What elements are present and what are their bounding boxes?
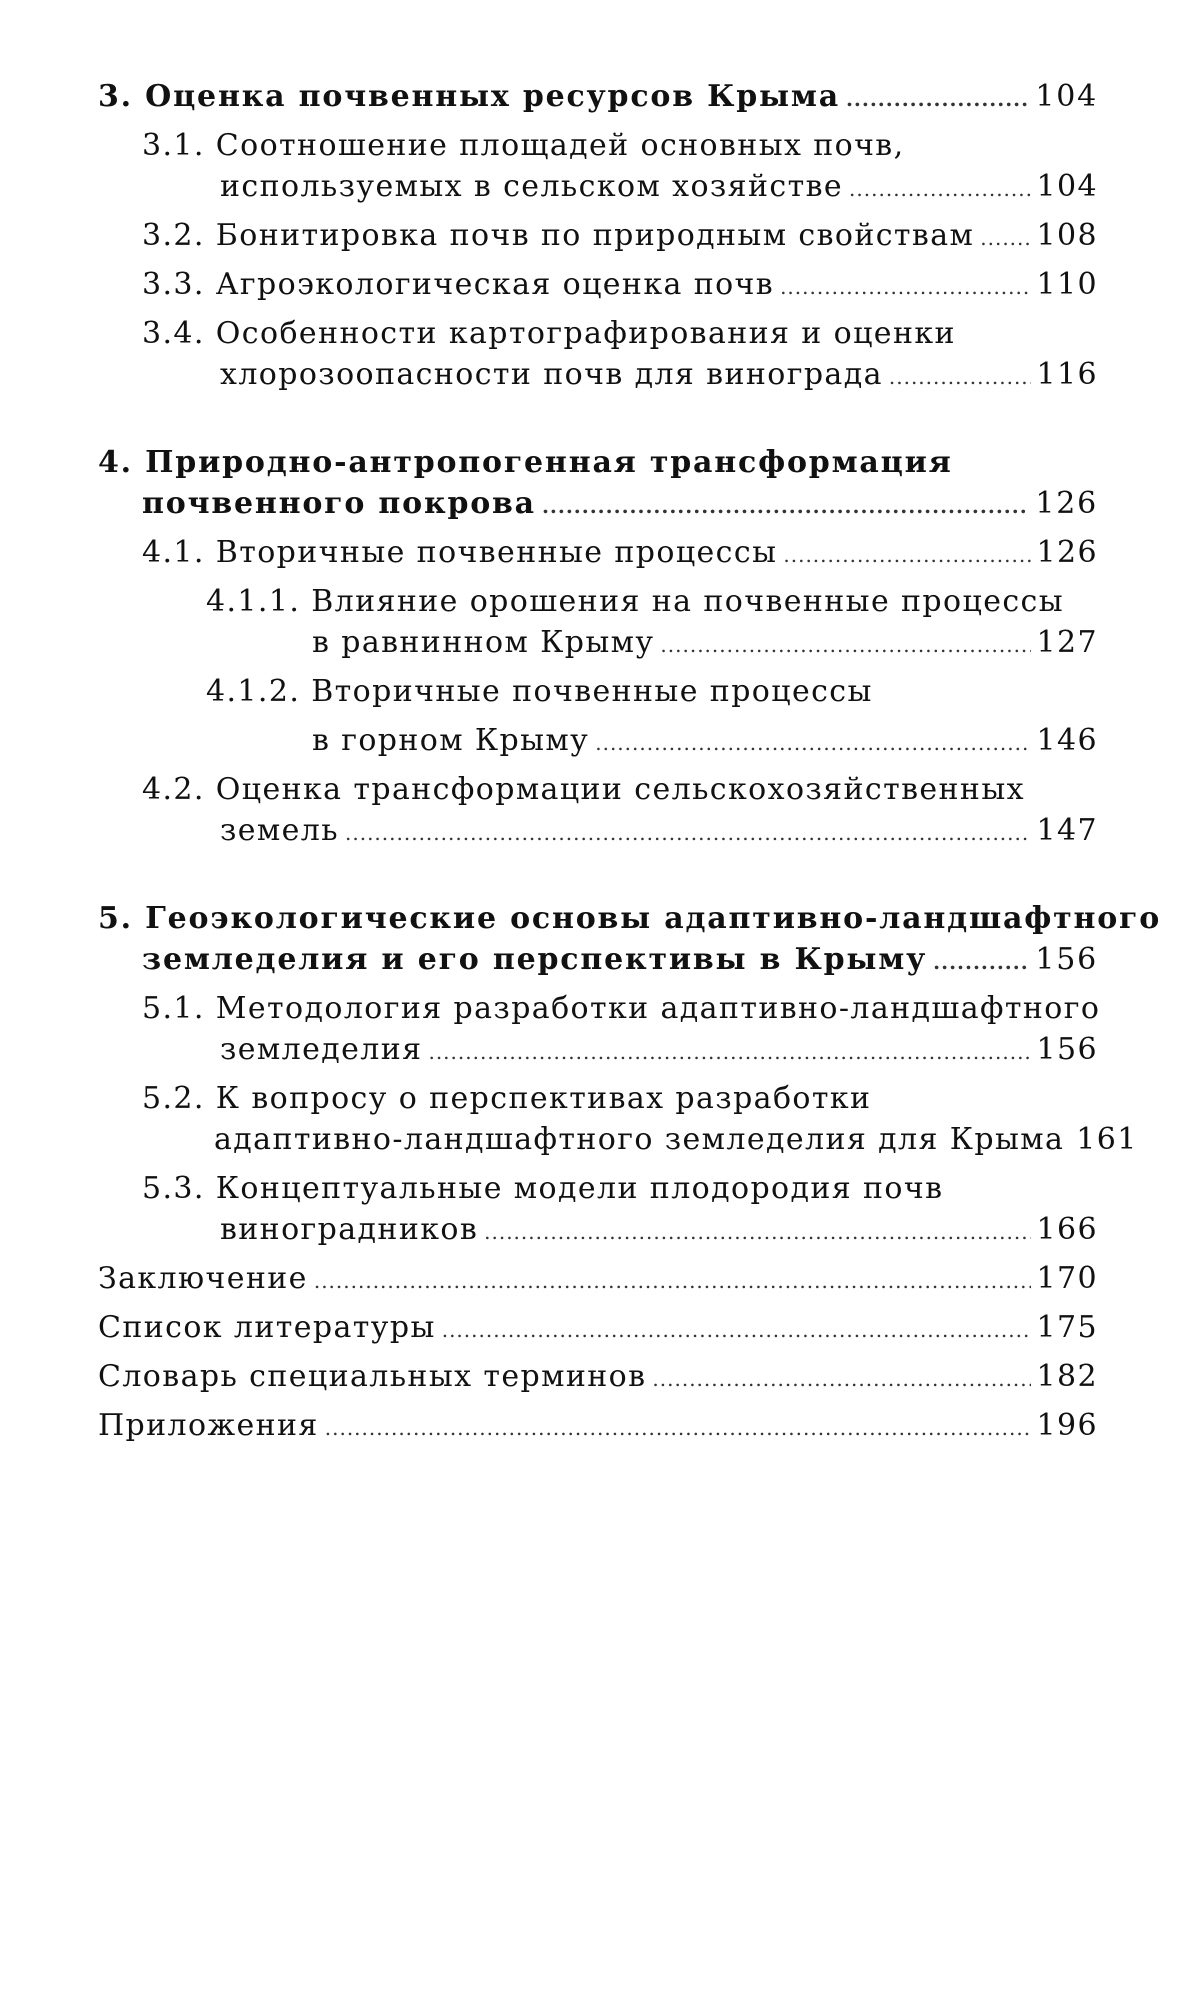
dot-leader <box>542 486 1029 527</box>
page-number: 108 <box>1036 218 1098 253</box>
toc-back-conclusion <box>98 1258 1098 1299</box>
dot-leader <box>595 723 1030 764</box>
toc-entry-3-3 <box>98 264 1098 305</box>
dot-leader <box>980 218 1030 259</box>
toc-entry-5-1 <box>98 988 1101 1029</box>
toc-entry-title: 4.1. Вторичные почвенные процессы <box>142 535 778 570</box>
page-number: 110 <box>1036 267 1098 302</box>
dot-leader <box>846 79 1029 120</box>
toc-entry-title: 3.2. Бонитировка почв по природным свойствам <box>142 218 975 253</box>
toc-entry-title: 4.1.1. Влияние орошения на почвенные процессы <box>206 584 1065 619</box>
page-number: 146 <box>1036 723 1098 758</box>
toc-entry-title-cont: используемых в сельском хозяйстве <box>220 169 844 204</box>
toc-entry-title: Заключение <box>98 1261 308 1296</box>
toc-chapter-3 <box>98 76 1098 117</box>
toc-entry-4-1-2 <box>98 671 1098 712</box>
toc-entry-title: Приложения <box>98 1408 319 1443</box>
toc-entry-title: Словарь специальных терминов <box>98 1359 647 1394</box>
page-number: 182 <box>1036 1359 1098 1394</box>
dot-leader <box>660 625 1030 666</box>
toc-entry-4-1-2-cont <box>98 720 1098 761</box>
toc-chapter-title: 3. Оценка почвенных ресурсов Крыма <box>98 79 840 114</box>
toc-entry-title-cont: земель <box>220 813 339 848</box>
toc-entry-3-4-cont <box>98 354 1098 395</box>
toc-entry-5-1-cont <box>98 1029 1098 1070</box>
toc-chapter-title-cont: земледелия и его перспективы в Крыму <box>142 942 928 977</box>
page-number: 147 <box>1036 813 1098 848</box>
toc-chapter-5 <box>98 898 1162 939</box>
toc-entry-5-2-cont <box>98 1119 1138 1160</box>
page-number: 126 <box>1035 486 1098 521</box>
toc-back-glossary <box>98 1356 1098 1397</box>
page-number: 126 <box>1036 535 1098 570</box>
dot-leader <box>652 1359 1030 1400</box>
toc-entry-5-2 <box>98 1078 1098 1119</box>
toc-chapter-4 <box>98 442 1098 483</box>
toc-entry-3-1-cont <box>98 166 1098 207</box>
toc-entry-title: 5.3. Концептуальные модели плодородия почв <box>142 1171 944 1206</box>
dot-leader <box>442 1310 1031 1351</box>
toc-entry-title: 4.1.2. Вторичные почвенные процессы <box>206 674 873 709</box>
dot-leader <box>783 535 1030 576</box>
toc-entry-title-cont: адаптивно-ландшафтного земледелия для Крыма <box>214 1122 1065 1157</box>
dot-leader <box>933 942 1029 983</box>
toc-entry-title-cont: в горном Крыму <box>312 723 590 758</box>
toc-entry-title-cont: виноградников <box>220 1212 479 1247</box>
page-number: 127 <box>1036 625 1098 660</box>
toc-chapter-title: 5. Геоэкологические основы адаптивно-ландшафтного <box>98 901 1162 936</box>
dot-leader <box>314 1261 1031 1302</box>
page-number: 196 <box>1036 1408 1098 1443</box>
toc-entry-4-1 <box>98 532 1098 573</box>
toc-entry-title: 3.3. Агроэкологическая оценка почв <box>142 267 775 302</box>
dot-leader <box>780 267 1030 308</box>
toc-entry-3-1 <box>98 125 1098 166</box>
dot-leader <box>849 169 1030 210</box>
toc-entry-title: 4.2. Оценка трансформации сельскохозяйственных <box>142 772 1025 807</box>
table-of-contents <box>98 76 1162 1446</box>
page-number: 156 <box>1035 942 1098 977</box>
page-number: 104 <box>1035 79 1098 114</box>
page-number: 170 <box>1036 1261 1098 1296</box>
toc-entry-4-2-cont <box>98 810 1098 851</box>
toc-chapter-title: 4. Природно-антропогенная трансформация <box>98 445 953 480</box>
toc-entry-5-3-cont <box>98 1209 1098 1250</box>
dot-leader <box>484 1212 1030 1253</box>
toc-entry-4-1-1-cont <box>98 622 1098 663</box>
toc-entry-title: 5.2. К вопросу о перспективах разработки <box>142 1081 872 1116</box>
toc-chapter-4-cont <box>98 483 1098 524</box>
toc-entry-title: 3.4. Особенности картографирования и оценки <box>142 316 956 351</box>
toc-entry-title-cont: земледелия <box>220 1032 423 1067</box>
toc-entry-3-2 <box>98 215 1098 256</box>
dot-leader <box>428 1032 1030 1073</box>
toc-entry-title-cont: в равнинном Крыму <box>312 625 655 660</box>
toc-entry-3-4 <box>98 313 1098 354</box>
toc-entry-title-cont: хлорозоопасности почв для винограда <box>220 357 883 392</box>
page-number: 156 <box>1036 1032 1098 1067</box>
toc-entry-title: Список литературы <box>98 1310 436 1345</box>
toc-entry-5-3 <box>98 1168 1098 1209</box>
page-number: 116 <box>1036 357 1098 392</box>
dot-leader <box>325 1408 1031 1449</box>
page-number: 104 <box>1036 169 1098 204</box>
toc-entry-title: 5.1. Методология разработки адаптивно-ландшафтного <box>142 991 1101 1026</box>
toc-entry-4-1-1 <box>98 581 1098 622</box>
page-number: 166 <box>1036 1212 1098 1247</box>
page-number: 161 <box>1076 1122 1138 1157</box>
toc-entry-title: 3.1. Соотношение площадей основных почв, <box>142 128 905 163</box>
toc-back-appendices <box>98 1405 1098 1446</box>
toc-entry-4-2 <box>98 769 1098 810</box>
dot-leader <box>345 813 1031 854</box>
toc-chapter-title-cont: почвенного покрова <box>142 486 536 521</box>
toc-chapter-5-cont <box>98 939 1098 980</box>
dot-leader <box>889 357 1031 398</box>
page-number: 175 <box>1036 1310 1098 1345</box>
toc-back-references <box>98 1307 1098 1348</box>
